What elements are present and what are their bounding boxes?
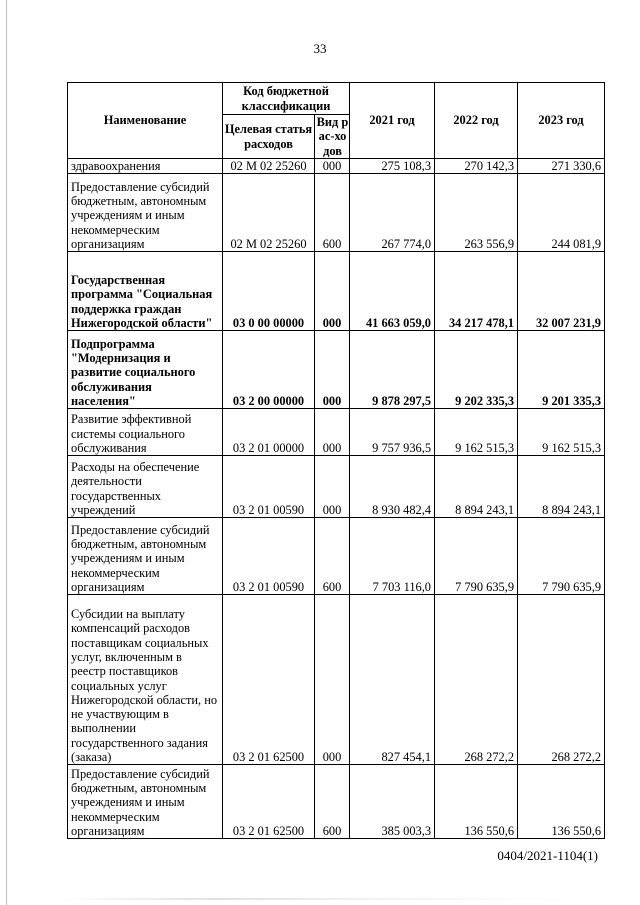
table-row: [68, 765, 605, 839]
row-value-2021: 8 930 482,4: [350, 456, 435, 518]
row-name: Расходы на обеспечение деятельности государственных учреждений: [68, 456, 223, 518]
row-value-2023: 32 007 231,9: [518, 252, 605, 331]
row-code: 03 2 01 00590: [223, 456, 315, 518]
row-code: 02 М 02 25260: [223, 174, 315, 252]
row-value-2022: 34 217 478,1: [435, 252, 518, 331]
row-name: Государственная программа "Социальная поддержка граждан Нижегородской области": [68, 252, 223, 331]
header-2021: 2021 год: [350, 83, 435, 159]
table-row: [68, 409, 605, 456]
row-value-2023: 9 201 335,3: [518, 331, 605, 409]
table-row: [68, 595, 605, 765]
header-2022: 2022 год: [435, 83, 518, 159]
row-value-2022: 8 894 243,1: [435, 456, 518, 518]
row-value-2023: 9 162 515,3: [518, 409, 605, 456]
page-number: 33: [313, 41, 327, 56]
header-code-group: Код бюджетной классификации: [223, 83, 350, 115]
row-name: Подпрограмма "Модернизация и развитие социального обслуживания населения": [68, 331, 223, 409]
row-name: Предоставление субсидий бюджетным, автономным учреждениям и иным некоммерческим организациям: [68, 765, 223, 839]
row-value-2022: 263 556,9: [435, 174, 518, 252]
row-value-2021: 7 703 116,0: [350, 518, 435, 595]
row-name: Предоставление субсидий бюджетным, автономным учреждениям и иным некоммерческим организациям: [68, 518, 223, 595]
row-value-2023: 8 894 243,1: [518, 456, 605, 518]
row-name: Предоставление субсидий бюджетным, автономным учреждениям и иным некоммерческим организациям: [68, 174, 223, 252]
document-id: 0404/2021-1104(1): [497, 848, 598, 863]
row-value-2022: 9 162 515,3: [435, 409, 518, 456]
table-row: [68, 174, 605, 252]
row-value-2021: 385 003,3: [350, 765, 435, 839]
row-code: 03 0 00 00000: [223, 252, 315, 331]
header-name: Наименование: [68, 83, 223, 159]
row-kind: 000: [315, 159, 350, 174]
scan-edge-artifact: [60, 898, 580, 900]
row-code: 03 2 01 00000: [223, 409, 315, 456]
row-value-2022: 268 272,2: [435, 595, 518, 765]
row-value-2023: 7 790 635,9: [518, 518, 605, 595]
row-value-2022: 270 142,3: [435, 159, 518, 174]
row-name: здравоохранения: [68, 159, 223, 174]
table-row: [68, 518, 605, 595]
row-kind: 000: [315, 456, 350, 518]
row-code: 03 2 01 62500: [223, 765, 315, 839]
row-name: Субсидии на выплату компенсаций расходов поставщикам социальных услуг, включенным в реестр поставщиков социальных услуг Нижегородской области, но не участвующим в выполнении государственного задания (заказа): [68, 595, 223, 765]
row-kind: 600: [315, 518, 350, 595]
row-value-2023: 136 550,6: [518, 765, 605, 839]
row-name: Развитие эффективной системы социального обслуживания: [68, 409, 223, 456]
table-row: [68, 331, 605, 409]
row-value-2022: 9 202 335,3: [435, 331, 518, 409]
header-kind: Вид рас-ходов: [315, 115, 350, 159]
table-row: [68, 159, 605, 174]
row-code: 03 2 01 62500: [223, 595, 315, 765]
row-value-2021: 267 774,0: [350, 174, 435, 252]
row-kind: 000: [315, 252, 350, 331]
row-value-2021: 9 878 297,5: [350, 331, 435, 409]
row-kind: 600: [315, 174, 350, 252]
row-value-2022: 7 790 635,9: [435, 518, 518, 595]
row-value-2023: 268 272,2: [518, 595, 605, 765]
row-value-2021: 41 663 059,0: [350, 252, 435, 331]
row-kind: 000: [315, 331, 350, 409]
budget-table: [67, 82, 605, 839]
row-kind: 000: [315, 409, 350, 456]
row-code: 03 2 00 00000: [223, 331, 315, 409]
header-row-top: [68, 83, 605, 115]
scan-margin-line: [6, 0, 7, 905]
row-kind: 000: [315, 595, 350, 765]
table-row: [68, 456, 605, 518]
row-value-2022: 136 550,6: [435, 765, 518, 839]
row-value-2023: 271 330,6: [518, 159, 605, 174]
row-kind: 600: [315, 765, 350, 839]
row-value-2021: 275 108,3: [350, 159, 435, 174]
row-code: 02 М 02 25260: [223, 159, 315, 174]
row-value-2021: 827 454,1: [350, 595, 435, 765]
row-code: 03 2 01 00590: [223, 518, 315, 595]
header-target-article: Целевая статья расходов: [223, 115, 315, 159]
row-value-2021: 9 757 936,5: [350, 409, 435, 456]
row-value-2023: 244 081,9: [518, 174, 605, 252]
header-2023: 2023 год: [518, 83, 605, 159]
table-row: [68, 252, 605, 331]
